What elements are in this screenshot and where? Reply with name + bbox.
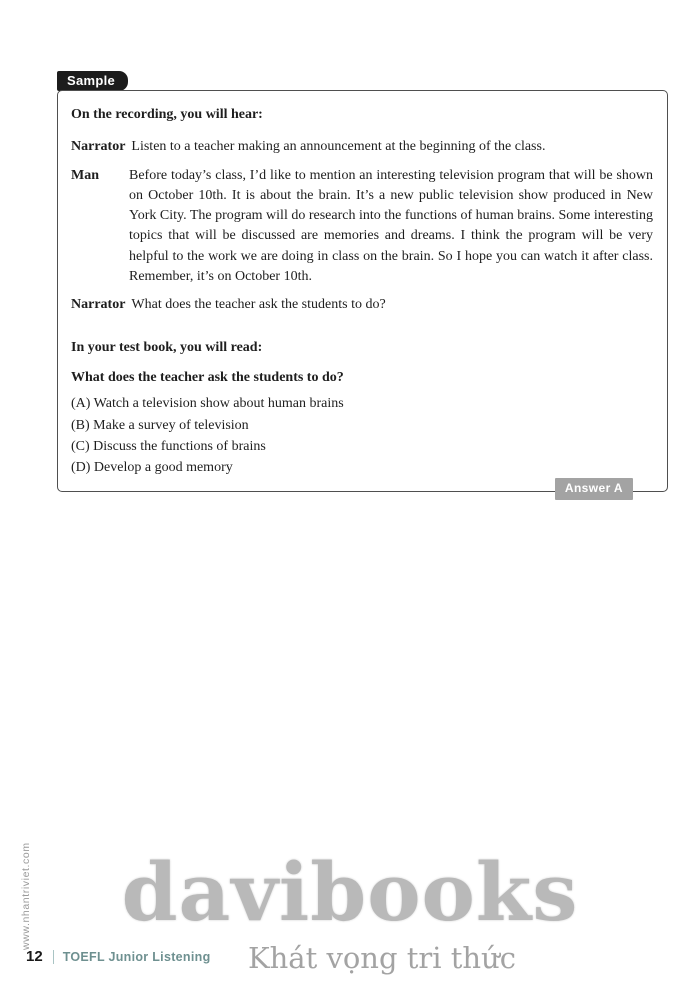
speaker-text: What does the teacher ask the students to do? bbox=[131, 297, 386, 313]
speaker-label: Narrator bbox=[71, 139, 126, 155]
answer-option-d: (D) Develop a good memory bbox=[71, 460, 233, 476]
watermark-brand: davibooks bbox=[121, 845, 579, 939]
sample-tab: Sample bbox=[57, 71, 128, 91]
answer-option-b: (B) Make a survey of television bbox=[71, 417, 249, 433]
speaker-text: Listen to a teacher making an announcement at the beginning of the class. bbox=[131, 139, 546, 155]
watermark-slogan: Khát vọng tri thức bbox=[247, 941, 517, 975]
answer-option-c: (C) Discuss the functions of brains bbox=[71, 438, 266, 454]
dialogue-line bbox=[71, 295, 653, 315]
answer-badge: Answer A bbox=[555, 478, 633, 500]
script-box bbox=[57, 90, 668, 496]
page-footer bbox=[26, 948, 211, 965]
speaker-label: Man bbox=[71, 167, 99, 183]
testbook-heading: In your test book, you will read: bbox=[71, 339, 263, 355]
recording-heading: On the recording, you will hear: bbox=[71, 107, 263, 122]
footer-divider bbox=[53, 950, 54, 964]
publisher-url-vertical: www.nhantriviet.com bbox=[20, 842, 32, 950]
answer-option-a: (A) Watch a television show about human brains bbox=[71, 396, 344, 412]
page-number: 12 bbox=[26, 948, 43, 965]
speaker-text: Before today’s class, I’d like to mention an interesting television program that will be shown on October 10th. It is about the brain. It’s a new public television show produced in New York City. The program will do research into the functions of human brains. Some interesting topics that will be discussed are memories and dreams. I think the program will be very helpful to the work we are doing in class on the brain. So I hope you can watch it after class. Remember, it’s on October 10th. bbox=[129, 167, 653, 285]
dialogue-line bbox=[71, 166, 653, 288]
dialogue-line bbox=[71, 137, 653, 157]
question-heading: What does the teacher ask the students to do? bbox=[71, 369, 344, 385]
speaker-label: Narrator bbox=[71, 297, 126, 313]
book-title: TOEFL Junior Listening bbox=[62, 949, 211, 964]
